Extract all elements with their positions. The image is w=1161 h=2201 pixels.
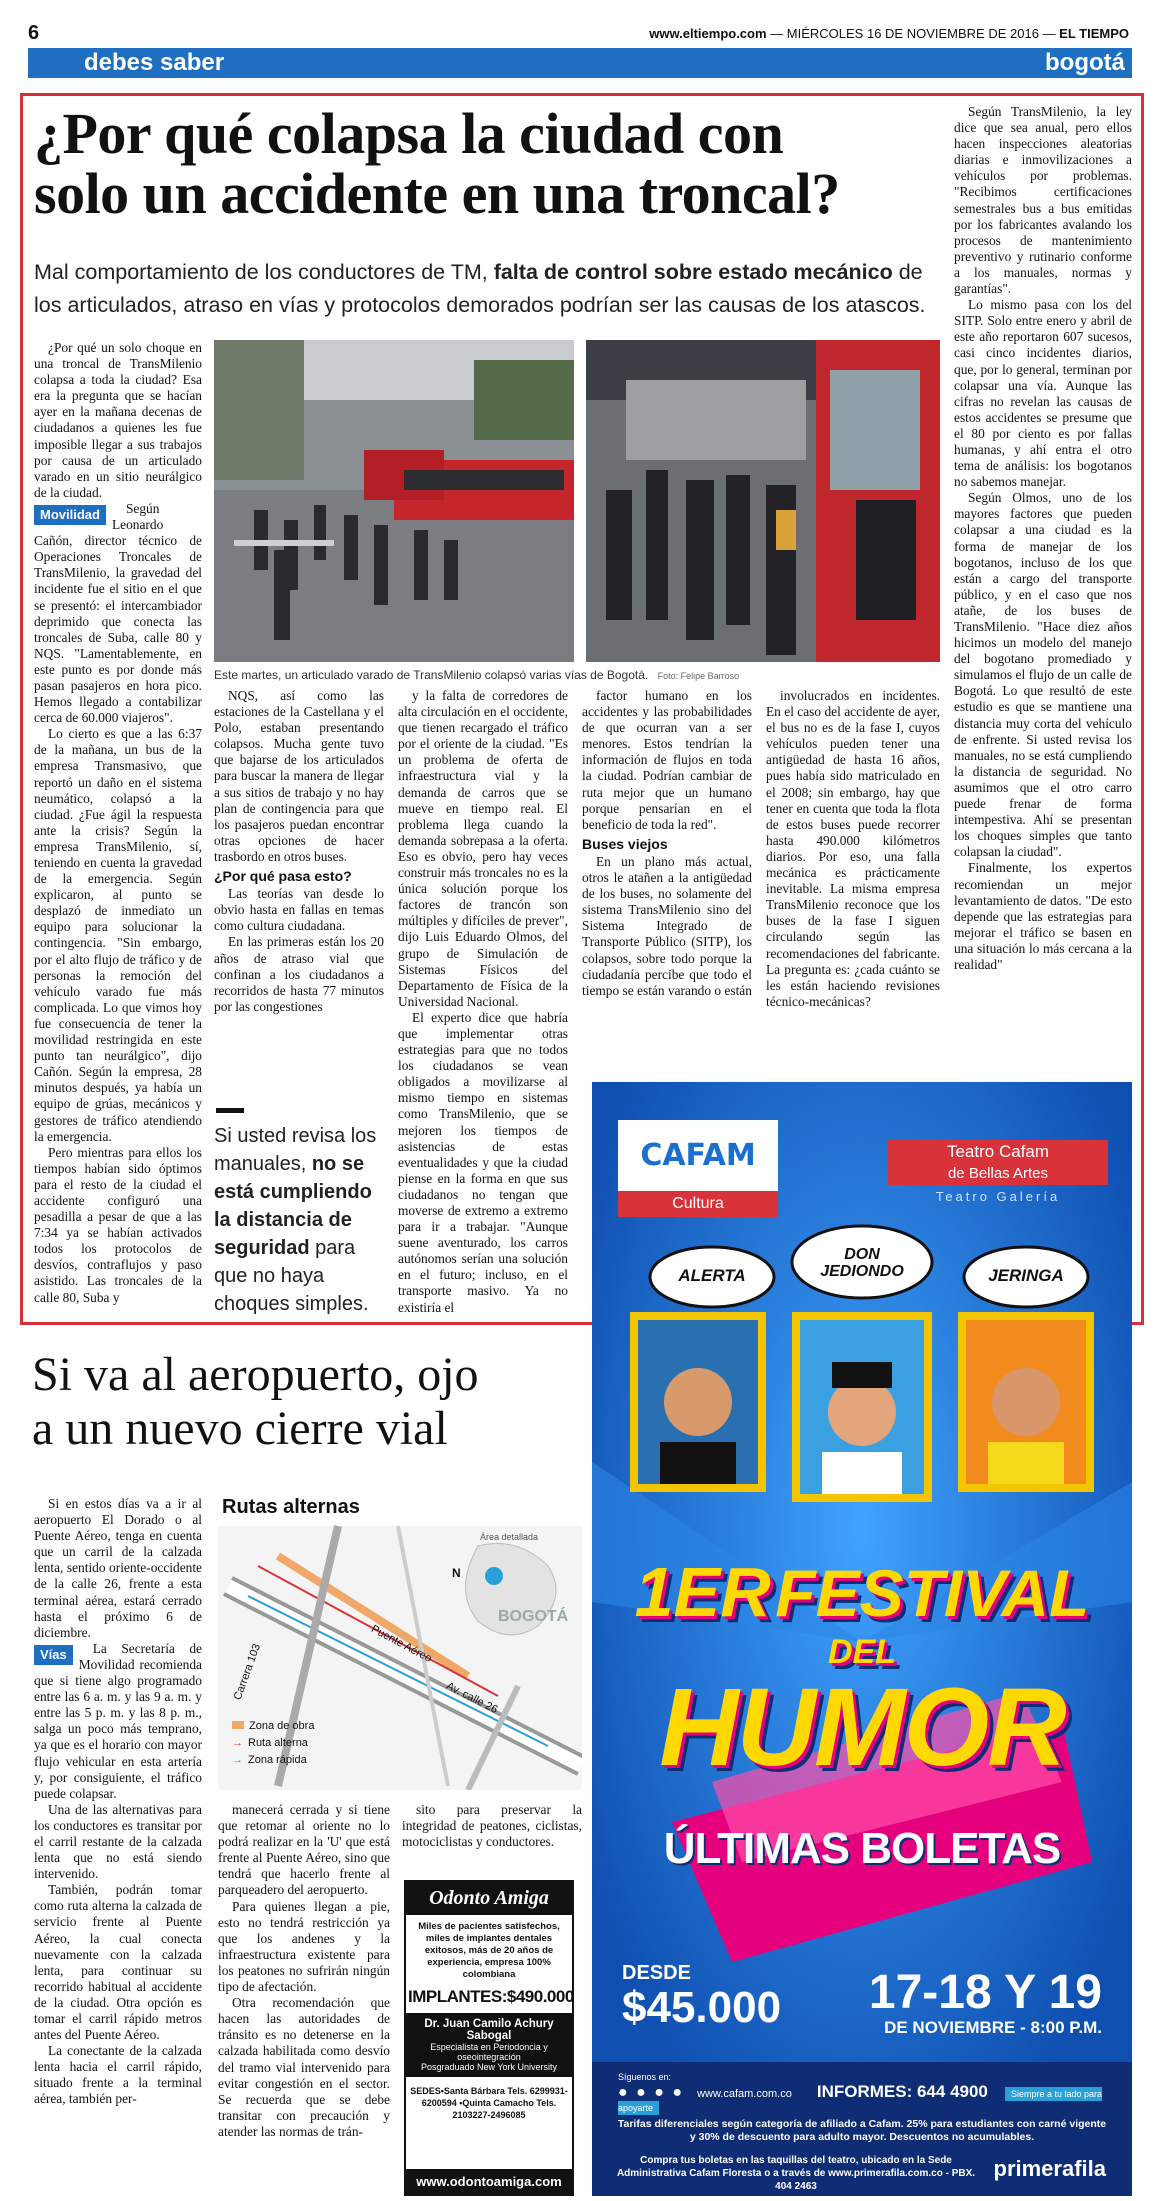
bubble-don-jediondo: DON JEDIONDO: [820, 1246, 904, 1280]
paragraph: Las teorías van desde lo obvio hasta en fallas en temas como cultura ciudadana.: [214, 886, 384, 934]
legend-arrow-blue-icon: →: [232, 1754, 243, 1766]
section-label-left: debes saber: [84, 49, 225, 76]
legend-zona-obra: [232, 1718, 314, 1735]
article-1-column-2: [214, 688, 384, 1088]
legend-label-ruta: Ruta alterna: [248, 1737, 308, 1749]
map-city-label: BOGOTÁ: [498, 1608, 569, 1625]
photo-caption: [214, 668, 944, 682]
paragraph: involucrados en incidentes. En el caso del accidente de ayer, el bus no es de la fase I, cuyos vehículos pueden tener una antigüedad de hasta 16 años, pues había sido matriculado en el 2008; sin embargo, hay que tener en cuenta que toda la flota de estos buses puede recorrer hasta 490.000 kilómetros diarios. Por eso, una falla mecánica es prácticamente inevitable. La misma empresa TransMilenio reconoce que los buses de la fase I siguen circulando según las recomendaciones del fabricante. La pregunta es: ¿cada cuánto se les están haciendo revisiones técnico-mecánicas?: [766, 688, 940, 1009]
paragraph: Para quienes llegan a pie, esto no tendrá restricción ya que los andenes y la infraestructura existente para los peatones no sufrirán ningún tipo de afectación.: [218, 1898, 390, 1995]
odonto-brand: Odonto Amiga: [406, 1882, 572, 1915]
festival-1er: 1ER: [634, 1553, 771, 1631]
paragraph: Lo cierto es que a las 6:37 de la mañana, un bus de la empresa Transmasivo, que reportó un daño en el sistema neumático, colapsó a la ciudad. ¿Fue ágil la respuesta ante la crisis? Según la empresa TransMilenio, sí, teniendo en cuenta la gravedad de la emergencia. Según explicaron, al punto se desplazó de inmediato un equipo para solucionar la contingencia. "Sin embargo, por el alto flujo de tráfico y de personas la remoción del vehículo varado fue más complicada. Lo que vimos hoy fue consecuencia de tener la movilidad restringida en este punto tan neurálgico", dijo Cañón. Según la empresa, 28 minutos después, ya había un equipo de grúas, mecánicos y gestores de tráfico atendiendo la emergencia.: [34, 726, 202, 1144]
cafam-website[interactable]: www.cafam.com.co: [697, 2088, 792, 2100]
map-road-calle-26: Av. calle 26: [444, 1679, 500, 1717]
cafam-brand-sub: Cultura: [618, 1191, 778, 1217]
paper-name: EL TIEMPO: [1059, 26, 1129, 41]
paragraph: ¿Por qué un solo choque en una troncal de TransMilenio colapsa a toda la ciudad? Esa era la pregunta que se hacían ayer en la mañana decenas de ciudadanos a quienes les fue imposible llegar a sus trabajos por causa de un articulado varado en un sitio neurálgico de la ciudad.: [34, 340, 202, 500]
social-label: Síguenos en:: [618, 2072, 672, 2082]
article-2-column-2: [218, 1802, 390, 2196]
article-1-column-4: [582, 688, 752, 1088]
paragraph: El experto dice que habría que implementar otras estrategias para que no todos los ciudadanos se vean obligados a movilizarse al mismo tiempo en sistemas como TransMilenio, que se mejoren los tiempos de asistencias de estas eventualidades y que la ciudad piense en la forma en que sus ciudadanos no tengan que moverse de extremo a extremo para ir a trabajar. "Aunque suene aventurado, los carros autónomos serían una solución en el futuro; incluso, en el transporte masivo. Ya no existiría el: [398, 1009, 568, 1315]
bubble-alerta: ALERTA: [678, 1266, 746, 1285]
article-1-column-5: [766, 688, 940, 1088]
social-icons[interactable]: ● ● ● ●: [618, 2084, 684, 2101]
price-value: $45.000: [622, 1983, 782, 2032]
cafam-fine-2: Compra tus boletas en las taquillas del teatro, ubicado en la Sede Administrativa Cafam Floresta o a través de www.primerafila.com.co - PBX. 404 2463: [616, 2155, 976, 2192]
caption-text: Este martes, un articulado varado de TransMilenio colapsó varias vías de Bogotá.: [214, 668, 649, 682]
article-2-headline-line-2: a un nuevo cierre vial: [32, 1402, 448, 1455]
pullquote-text-1: Si usted revisa los manuales,: [214, 1125, 377, 1175]
cafam-phone: INFORMES: 644 4900: [816, 2082, 988, 2101]
paragraph: manecerá cerrada y si tiene que retomar al oriente no lo podrá realizar en la 'U' que está frente al Puente Aéreo, sino que tendrá que hacerlo frente al parqueadero del aeropuerto.: [218, 1802, 390, 1898]
cafam-cta: Siempre a tu lado para apoyarte: [618, 2089, 1103, 2113]
route-map: [218, 1496, 582, 1790]
map-area-label: Área detallada: [480, 1532, 539, 1542]
price-box: [622, 1962, 781, 2031]
odonto-web[interactable]: www.odontoamiga.com: [406, 2169, 572, 2194]
odonto-specialty: Especialista en Periodoncia y oseointegración: [430, 2042, 548, 2062]
north-arrow: N: [452, 1566, 461, 1580]
primerafila-logo: primerafila: [993, 2156, 1106, 2181]
article-1-headline: [34, 101, 934, 226]
article-2-column-1: [34, 1496, 202, 2196]
paragraph: Según Olmos, uno de los mayores factores que pueden colapsar a una ciudad es la forma de manejar de los bogotanos, incluso de los que están a cargo del transporte público, y en el caso que nos atañe, de los buses de TransMilenio. "Hace diez años hicimos un modelo del manejo del bogotano promediado y simulamos el flujo de un calle de Bogotá. Lo que resultó de este estudio es que se mantiene una distancia muy corta del vehículo de enfrente. Si usted revisa los manuales, no se está cumpliendo la distancia de seguridad. No asumimos que el otro carro puede frenar de forma intempestiva. Ahí se presentan los choques simples que tanto colapsan la ciudad".: [954, 490, 1132, 860]
map-road-carrera: Carrera 103: [231, 1642, 264, 1702]
photo-passengers-bus: [586, 340, 940, 662]
dates-box: [869, 1968, 1102, 2038]
article-1-column-6: [954, 104, 1132, 1084]
paragraph: La conectante de la calzada lenta hacia el carril rápido, situado frente a la terminal aérea, también per-: [34, 2043, 202, 2107]
subhead-buses-viejos: Buses viejos: [582, 835, 668, 852]
section-tag-vias: Vías: [34, 1645, 73, 1665]
paragraph: Lo mismo pasa con los del SITP. Solo entre enero y abril de este año reportaron 607 sucesos, casi cinco incidentes diarios, que, por lo general, terminan por colapsar una vía. Aunque las cifras no revelan las causas de estos accidentes se presume que el 80 por ciento es por fallas humanas, y ahí entra el otro tema de análisis: los bogotanos no sabemos manejar.: [954, 297, 1132, 490]
paragraph: Finalmente, los expertos recomiendan un mejor levantamiento de datos. "De esto depende que las estrategias para mejorar el tráfico se basen en una situación lo más cercana a la realidad": [954, 860, 1132, 972]
article-2-headline-line-1: Si va al aeropuerto, ojo: [32, 1348, 479, 1401]
paragraph: Si en estos días va a ir al aeropuerto El Dorado o al Puente Aéreo, tenga en cuenta que un carril de la calzada lenta, sentido oriente-occidente de la calle 26, frente a esta terminal aérea, estará cerrado hasta el próximo 6 de diciembre.: [34, 1496, 202, 1640]
legend-swatch-obra: [232, 1721, 244, 1729]
cafam-contact-row: [618, 2072, 1108, 2114]
dates-sub: DE NOVIEMBRE - 8:00 P.M.: [884, 2018, 1102, 2037]
theater-logo: [888, 1140, 1108, 1204]
article-1-column-1: [34, 340, 202, 1318]
article-2-headline: [32, 1348, 592, 1456]
ultimas-boletas: ÚLTIMAS BOLETAS: [663, 1824, 1061, 1873]
dates-value: 17-18 Y 19: [868, 1966, 1102, 2019]
legend-ruta-alterna: [232, 1735, 314, 1752]
page-number: 6: [28, 22, 40, 44]
pullquote-bold: no se está cumpliendo la distancia de seguridad: [214, 1153, 372, 1259]
festival-humor: HUMOR: [659, 1666, 1065, 1789]
section-label-right: bogotá: [1045, 49, 1125, 76]
pullquote-dash: [216, 1108, 244, 1113]
map-road-puente-aereo: Puente Aéreo: [369, 1623, 434, 1665]
legend-label-rapida: Zona rápida: [248, 1754, 307, 1766]
legend-zona-rapida: [232, 1752, 314, 1769]
odonto-claim: Miles de pacientes satisfechos, miles de implantes dentales exitosos, más de 20 años de experiencia, empresa 100% colombiana: [418, 1921, 560, 1980]
map-title: Rutas alternas: [222, 1496, 360, 1518]
odonto-doctor-box: [406, 2013, 572, 2077]
paragraph: En las primeras están los 20 años de atraso vial que confinan a los ciudadanos a recorridos de hasta 77 minutos por las congestiones: [214, 934, 384, 1014]
theater-name-2: de Bellas Artes: [888, 1164, 1108, 1185]
map-legend: [232, 1718, 314, 1769]
subhead-por-que: ¿Por qué pasa esto?: [214, 868, 352, 885]
festival-word: FESTIVAL: [775, 1556, 1090, 1630]
cafam-ad: [592, 1082, 1132, 2196]
odonto-amiga-ad: [404, 1880, 574, 2196]
paragraph: Otra recomendación que hacen las autoridades de tránsito es no detenerse en la calzada habilitada como desvío del tramo vial intervenido para evitar congestión en el sector. Se recuerda que se debe transitar con precaución y atender las normas de trán-: [218, 1995, 390, 2139]
photo-bus-station: [214, 340, 574, 662]
theater-name-3: Teatro Galería: [935, 1189, 1061, 1204]
festival-title: [622, 1552, 1102, 1789]
cafam-logo: [618, 1120, 778, 1217]
article-1-column-3: [398, 688, 568, 1318]
odonto-sedes: SEDES•Santa Bárbara Tels. 6299931-6200594 •Quinta Camacho Tels. 2103227-2496085: [410, 2086, 568, 2120]
paragraph: Según Leonardo Cañón, director técnico de Operaciones Troncales de TransMilenio, la gravedad del incidente fue el sitio en el que se presentó: el intercambiador deprimido que conecta las troncales de Suba, calle 80 y NQS. "Lamentablemente, en este punto es por donde más pasan pasajeros en hora pico. Hemos llegado a contabilizar cerca de 60.000 viajeros".: [34, 500, 202, 726]
deck-bold: falta de control sobre estado mecánico: [493, 260, 893, 284]
paragraph: En un plano más actual, otros le atañen a la antigüedad de los buses, no solamente del sistema TransMilenio sino del Sistema Integrado de Transporte Público (SITP), los colapsos, sobre todo porque la ciudadanía percibe que todo el tiempo se están varando o están: [582, 853, 752, 998]
legend-label-obra: Zona de obra: [249, 1720, 315, 1732]
headline-line-2: solo un accidente en una troncal?: [34, 161, 840, 226]
article-1-deck: [34, 256, 946, 322]
paragraph: y la falta de corredores de alta circulación en el occidente, que tienen recargado el tráfico por el oriente de la ciudad. "Es un problema de oferta de infraestructura vial y la demanda de carros que se mueve en tiempo real. El problema llega cuando la demanda sobrepasa a la oferta. Eso es obvio, pero hay veces construir más troncales no es la única solución porque los factores de trancón son múltiples y difíciles de prever", dijo Luis Eduardo Olmos, del grupo de Simulación de Sistemas Físicos del Departamento de Física de la Universidad Nacional.: [398, 688, 568, 1009]
odonto-offer: IMPLANTES:$490.000: [408, 1987, 574, 2006]
paragraph: NQS, así como las estaciones de la Castellana y el Polo, estaban presentando colapsos. Mucha gente tuvo que bajarse de los articulados para buscar la manera de llegar a sus sitios de trabajo y no hay plan de contingencia para que los pasajeros puedan encontrar otras opciones de hacer trasbordo en otros buses.: [214, 688, 384, 864]
pullquote-text-2: para que no haya choques simples.: [214, 1237, 369, 1315]
section-tag-movilidad: Movilidad: [34, 505, 106, 525]
paragraph: factor humano en los accidentes y las probabilidades de que ocurran van a ser menores. Estos tendrían la información de flujos en toda la ciudad. Podrían cambiar de ruta mejor que un humano porque pensarían en el beneficio de toda la red".: [582, 688, 752, 832]
legend-arrow-red-icon: →: [232, 1737, 243, 1749]
paragraph: Una de las alternativas para los conductores es transitar por el carril restante de la calzada lenta que no está siendo intervenido.: [34, 1801, 202, 1882]
odonto-school: Posgraduado New York University: [420, 2062, 558, 2072]
paragraph: Pero mientras para ellos los tiempos habían sido óptimos para el resto de la ciudad el accidente configuró una pesadilla a pesar de que a las 7:34 ya se habían activados todos los protocolos de desvíos, contraflujos y paso asistido. Las troncales de la calle 80, Suba y: [34, 1144, 202, 1305]
paragraph: Según TransMilenio, la ley dice que sea anual, pero ellos hacen inspecciones aleatorias diarias e inmovilizaciones a vehículos por problemas. "Recibimos certificaciones semestrales bus a bus emitidas por los fabricantes avalando los procesos de mantenimiento preventivo y rutinario conforme a los manuales, normas y garantías".: [954, 104, 1132, 297]
odonto-doctor: Dr. Juan Camilo Achury Sabogal: [424, 2018, 554, 2042]
price-label: DESDE: [622, 1962, 691, 1984]
photo-credit: Foto: Felipe Barroso: [657, 671, 740, 681]
issue-date: MIÉRCOLES 16 DE NOVIEMBRE DE 2016: [786, 26, 1039, 41]
bubble-jeringa: JERINGA: [988, 1266, 1064, 1285]
paragraph: La Secretaría de Movilidad recomienda que si tiene algo programado entre las 6 a. m. y las 9 a. m. y entre las 5 p. m. y las 8 p. m., salga un poco más temprano, ya que es el horario con mayor flujo vehicular en esta artería y, por consiguiente, el tráfico puede colapsar.: [34, 1640, 202, 1801]
cafam-fine-1: Tarifas diferenciales según categoría de afiliado a Cafam. 25% para estudiantes con carné vigente y 30% de descuento para adulto mayor. Descuentos no acumulables.: [617, 2118, 1107, 2143]
paragraph: También, podrán tomar como ruta alterna la calzada de servicio frente al Puente Aéreo, la cual conecta nuevamente con la calzada lenta, para continuar su recorrido habitual al accidente de la ciudad. Otra opción es tomar el carril rápido metros antes del Puente Aéreo.: [34, 1882, 202, 2043]
site-url: www.eltiempo.com: [649, 26, 767, 41]
paragraph: sito para preservar la integridad de peatones, ciclistas, motociclistas y conductores.: [402, 1802, 582, 1850]
deck-text-1: Mal comportamiento de los conductores de TM,: [34, 260, 494, 284]
festival-del: DEL: [828, 1633, 896, 1671]
pullquote: [214, 1122, 390, 1318]
article-2-column-3: [402, 1802, 582, 1862]
deck-text-2: de los articulados, atraso en vías y protocolos demorados podrían ser las causas de los atascos.: [34, 260, 926, 317]
headline-line-1: ¿Por qué colapsa la ciudad con: [34, 101, 784, 166]
cafam-brand: CAFAM: [618, 1120, 778, 1191]
header-dateline: www.eltiempo.com — MIÉRCOLES 16 DE NOVIEMBRE DE 2016 — EL TIEMPO: [649, 26, 1129, 41]
theater-name-1: Teatro Cafam: [888, 1140, 1108, 1164]
